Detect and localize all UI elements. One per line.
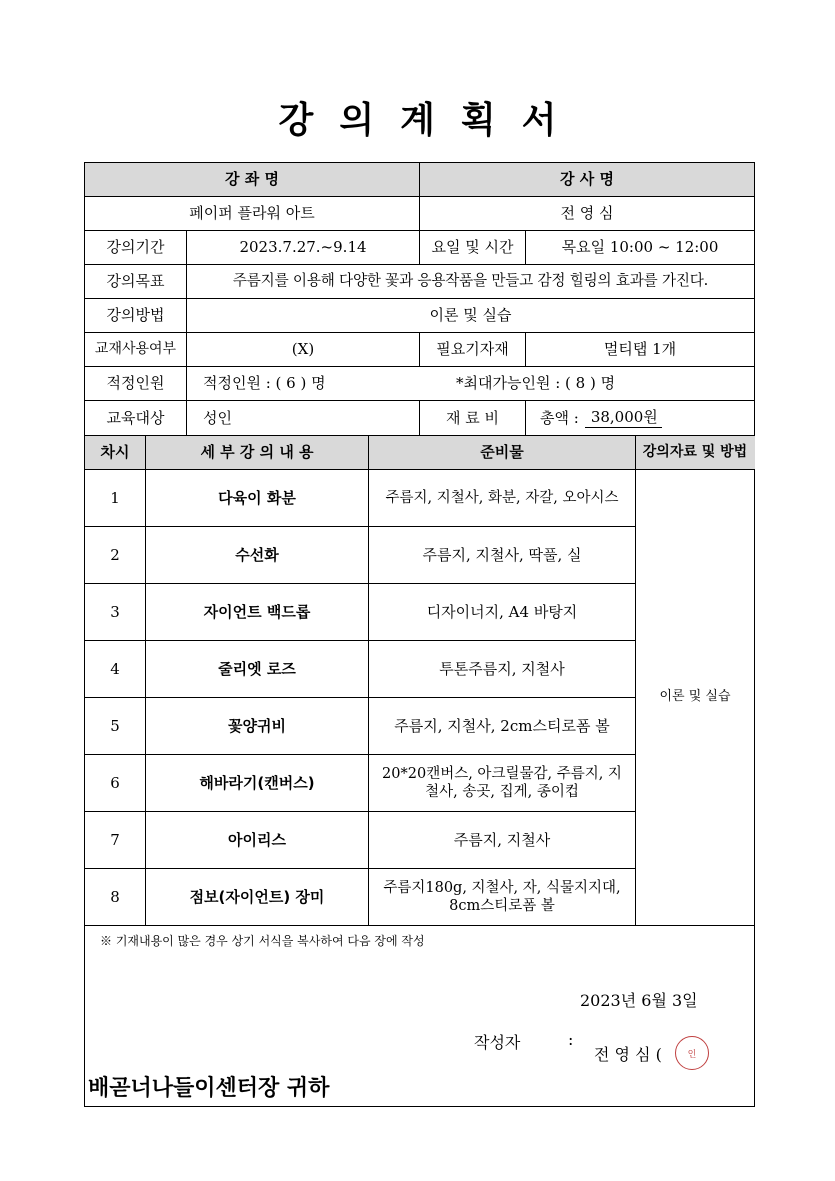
row-3-no: 3 (110, 602, 120, 621)
row-7-content: 아이리스 (228, 830, 286, 849)
row-4-no: 4 (110, 659, 120, 678)
course-name-value: 페이퍼 플라워 아트 (189, 204, 315, 223)
col-prep: 준비물 (480, 443, 524, 462)
equipment-value: 멀티탭 1개 (603, 340, 677, 359)
row-8-no: 8 (110, 887, 120, 906)
row-1-no: 1 (110, 488, 120, 507)
goal-label: 강의목표 (106, 272, 165, 291)
row-4-content: 줄리엣 로즈 (218, 659, 296, 678)
capacity-max: *최대가능인원 : ( 8 ) 명 (456, 374, 616, 393)
row-1-content: 다육이 화분 (218, 488, 296, 507)
row-7-no: 7 (110, 830, 120, 849)
row-4-prep: 투톤주름지, 지철사 (439, 659, 565, 678)
row-3-prep: 디자이너지, A4 바탕지 (426, 602, 578, 621)
row-6-no: 6 (110, 773, 120, 792)
row-8-content: 점보(자이언트) 장미 (189, 887, 325, 906)
copy-note: ※ 기재내용이 많은 경우 상기 서식을 복사하여 다음 장에 작성 (100, 934, 425, 948)
author-name: 전 영 심 ( (594, 1045, 662, 1064)
col-material: 강의자료 및 방법 (642, 443, 748, 460)
row-2-content: 수선화 (235, 545, 279, 564)
fee-value: 38,000원 (585, 408, 662, 428)
seal-stamp-icon: 인 (675, 1036, 709, 1070)
textbook-label: 교재사용여부 (94, 340, 177, 357)
capacity-proper: 적정인원 : ( 6 ) 명 (203, 374, 326, 393)
author-label: 작성자 (474, 1033, 521, 1052)
instructor-value: 전 영 심 (560, 204, 614, 223)
textbook-value: (X) (291, 340, 315, 359)
row-6-prep: 20*20캔버스, 아크릴물감, 주름지, 지철사, 송곳, 집게, 종이컵 (382, 765, 622, 800)
capacity-label: 적정인원 (106, 374, 165, 393)
author-colon: : (568, 1030, 574, 1049)
row-7-prep: 주름지, 지철사 (453, 830, 551, 849)
method-value: 이론 및 실습 (429, 306, 512, 325)
period-value: 2023.7.27.~9.14 (239, 238, 367, 257)
row-2-prep: 주름지, 지철사, 딱풀, 실 (422, 545, 582, 564)
fee-prefix: 총액 : (540, 408, 579, 427)
row-5-no: 5 (110, 716, 120, 735)
material-method-value: 이론 및 실습 (659, 689, 731, 705)
row-5-prep: 주름지, 지철사, 2cm스티로폼 볼 (394, 716, 610, 735)
row-5-content: 꽃양귀비 (228, 716, 286, 735)
row-8-prep: 주름지180g, 지철사, 자, 식물지지대, 8cm스티로폼 볼 (383, 879, 621, 914)
period-label: 강의기간 (106, 238, 165, 257)
goal-value: 주름지를 이용해 다양한 꽃과 응용작품을 만들고 감정 힐링의 효과를 가진다. (232, 272, 709, 290)
schedule-label: 요일 및 시간 (431, 238, 514, 257)
row-2-no: 2 (110, 545, 120, 564)
course-name-label: 강 좌 명 (225, 170, 279, 189)
row-6-content: 해바라기(캔버스) (199, 773, 315, 792)
fee-amount (532, 401, 754, 435)
equipment-label: 필요기자재 (436, 340, 509, 359)
col-session: 차시 (100, 443, 130, 462)
schedule-value: 목요일 10:00 ~ 12:00 (561, 238, 719, 257)
fee-label: 재 료 비 (445, 408, 499, 427)
target-value: 성인 (203, 408, 232, 427)
row-1-prep: 주름지, 지철사, 화분, 자갈, 오아시스 (385, 489, 619, 506)
method-label: 강의방법 (106, 306, 165, 325)
recipient: 배곧너나들이센터장 귀하 (88, 1076, 330, 1101)
date: 2023년 6월 3일 (580, 991, 698, 1010)
target-label: 교육대상 (106, 408, 165, 427)
page-title: 강의계획서 (278, 100, 583, 141)
col-content: 세 부 강 의 내 용 (200, 443, 314, 462)
instructor-label: 강 사 명 (560, 170, 614, 189)
row-3-content: 자이언트 백드롭 (203, 602, 311, 621)
